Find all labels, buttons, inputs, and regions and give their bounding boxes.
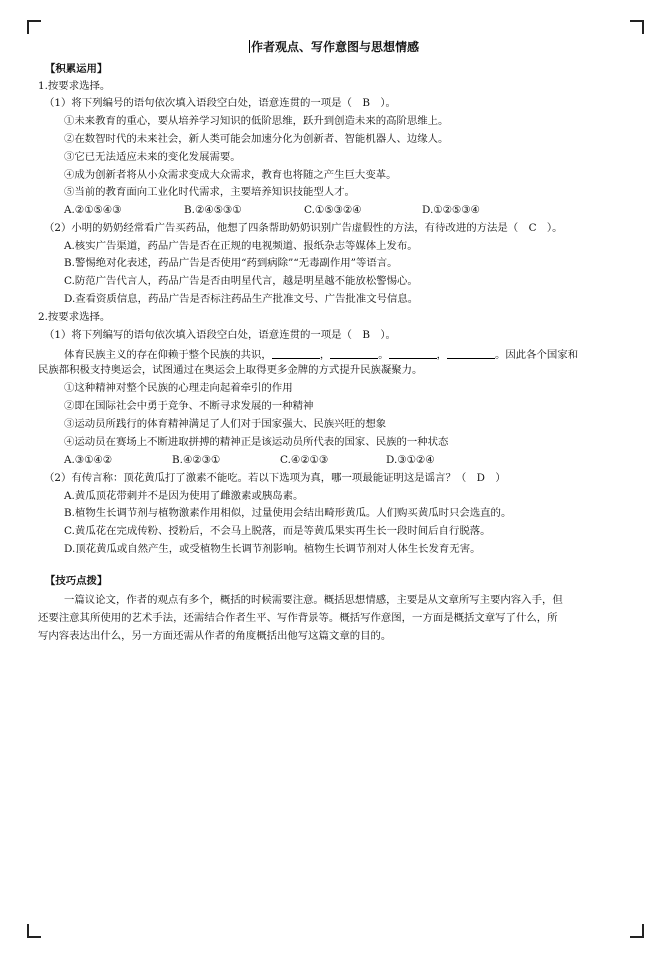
option-c: C.①⑤③②④ [304,204,362,216]
passage-separator: ， [436,349,447,361]
question-1-1-options [64,205,480,217]
question-2-1-item: ④运动员在赛场上不断进取拼搏的精神正是该运动员所代表的国家、民族的一种状态 [64,436,449,448]
question-2-1-stem: （1）将下列编写的语句依次填入语段空白处，语意连贯的一项是（ B ）。 [44,329,396,341]
question-1-2-option: A.核实广告渠道，药品广告是否在正规的电视频道、报纸杂志等媒体上发布。 [64,240,418,252]
question-2-1-item: ①这种精神对整个民族的心理走向起着牵引的作用 [64,382,293,394]
question-2-2-option: D.顶花黄瓜或自然产生，或受植物生长调节剂影响。植物生长调节剂对人体生长发育无害。 [64,543,481,555]
page-title [0,40,668,55]
question-2-2-option: B.植物生长调节剂与植物激素作用相似，过量使用会结出畸形黄瓜。人们购买黄瓜时只会选直的。 [64,507,512,519]
corner-mark-bottom-left [27,924,41,938]
passage-start: 体育民族主义的存在仰赖于整个民族的共识， [64,349,272,361]
passage-separator: ， [319,349,331,361]
question-2-1-options [64,455,435,467]
option-b: B.②④⑤③① [184,204,242,216]
fill-blank [389,348,437,359]
page-title-text: 作者观点、写作意图与思想情感 [250,40,419,54]
question-1-stem: 1.按要求选择。 [38,80,111,92]
corner-mark-top-right [630,20,644,34]
question-2-2-option: A.黄瓜顶花带刺并不是因为使用了雌激素或胰岛素。 [64,490,304,502]
question-2-1-item: ③运动员所践行的体育精神满足了人们对于国家强大、民族兴旺的想象 [64,418,387,430]
question-1-1-item: ①未来教育的重心，要从培养学习知识的低阶思维，跃升到创造未来的高阶思维上。 [64,115,449,127]
option-d: D.③①②④ [386,454,435,466]
section-heading-tips: 【技巧点拨】 [45,575,108,587]
question-1-1-item: ②在数智时代的未来社会，新人类可能会加速分化为创新者、智能机器人、边缘人。 [64,133,449,145]
fill-blank [272,348,320,359]
option-c: C.④②①③ [280,454,329,466]
question-1-1-item: ③它已无法适应未来的变化发展需要。 [64,151,241,163]
tips-paragraph-line: 一篇议论文，作者的观点有多个，概括的时候需要注意。概括思想情感，主要是从文章所写主要内容入手，但 [64,594,563,606]
question-2-2-stem: （2）有传言称：顶花黄瓜打了激素不能吃。若以下选项为真，哪一项最能证明这是谣言？（ D ） [44,472,506,484]
question-1-1-stem: （1）将下列编号的语句依次填入语段空白处，语意连贯的一项是（ B ）。 [44,97,396,109]
question-2-stem: 2.按要求选择。 [38,311,111,323]
option-a: A.③①④② [64,454,113,466]
tips-paragraph-line: 写内容表达出什么，另一方面还需从作者的角度概括出他写这篇文章的目的。 [38,630,392,642]
question-1-2-stem: （2）小明的奶奶经常看广告买药品，他想了四条帮助奶奶识别广告虚假性的方法，有待改进的方法是（ C ）。 [44,222,563,234]
corner-mark-bottom-right [630,924,644,938]
question-2-2-option: C.黄瓜花在完成传粉、授粉后，不会马上脱落，而是等黄瓜果实再生长一段时间后自行脱落。 [64,525,491,537]
tips-paragraph-line: 还要注意其所使用的艺术手法，还需结合作者生平、写作背景等。概括写作意图，一方面是概括文章写了什么，所 [38,612,558,624]
question-1-2-option: D.查看资质信息，药品广告是否标注药品生产批准文号、广告批准文号信息。 [64,293,419,305]
fill-blank [447,348,495,359]
option-a: A.②①⑤④③ [64,204,122,216]
question-1-1-item: ④成为创新者将从小众需求变成大众需求，教育也将随之产生巨大变革。 [64,169,397,181]
question-2-1-passage-line2: 民族都积极支持奥运会，试图通过在奥运会上取得更多金牌的方式提升民族凝聚力。 [38,364,423,376]
option-d: D.①②⑤③④ [422,204,480,216]
question-2-1-item: ②即在国际社会中勇于竞争、不断寻求发展的一种精神 [64,400,314,412]
question-1-2-option: B.警惕绝对化表述，药品广告是否使用“药到病除”“无毒副作用”等语言。 [64,257,398,269]
corner-mark-top-left [27,20,41,34]
passage-separator: 。 [378,349,389,361]
question-1-2-option: C.防范广告代言人，药品广告是否由明星代言，越是明星越不能放松警惕心。 [64,275,418,287]
question-1-1-item: ⑤当前的教育面向工业化时代需求，主要培养知识技能型人才。 [64,186,355,198]
section-heading-accumulate: 【积累运用】 [45,63,108,75]
option-b: B.④②③① [172,454,221,466]
fill-blank [330,348,378,359]
passage-tail: 。因此各个国家和 [494,349,579,361]
text-cursor [249,40,250,53]
question-2-1-passage [64,348,578,362]
